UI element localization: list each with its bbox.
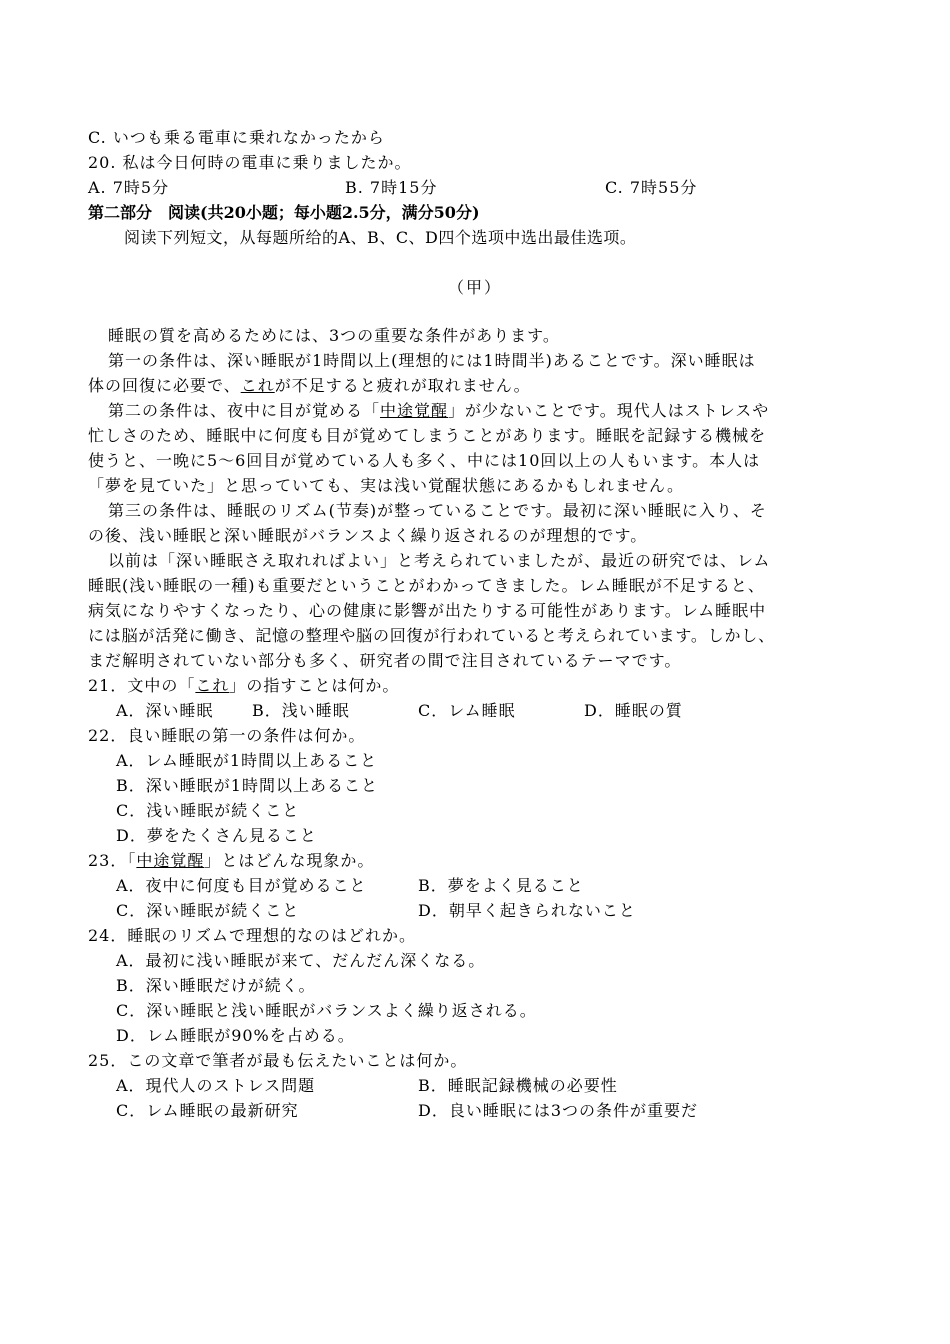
section-title: 第二部分 阅读(共20小题；每小题2.5分，满分50分) [88,203,480,222]
q22-option-b: B．深い睡眠が1時間以上あること [116,776,378,795]
passage-label: （甲） [447,278,502,297]
q22-option-d: D．夢をたくさん見ること [116,826,317,845]
prev-question-option-c: C. いつも乗る電車に乗れなかったから [88,128,385,147]
underlined-chuto-kakusei: 中途覚醒 [380,401,449,420]
q23-option-c: C．深い睡眠が続くこと [116,901,300,920]
q24-option-b: B．深い睡眠だけが続く。 [116,976,316,995]
q24-option-c: C．深い睡眠と浅い睡眠がバランスよく繰り返される。 [116,1001,537,1020]
q23-option-a: A．夜中に何度も目が覚めること [116,876,367,895]
q20-option-a: A. 7時5分 [88,178,170,197]
q20-question: 20. 私は今日何時の電車に乗りましたか。 [88,153,412,172]
q25-option-b: B．睡眠記録機械の必要性 [418,1076,618,1095]
passage-line-10: 以前は「深い睡眠さえ取れればよい」と考えられていましたが、最近の研究では、レム [108,551,771,570]
q25-option-d: D．良い睡眠には3つの条件が重要だ [418,1101,699,1120]
passage-line-3 [88,374,531,398]
passage-line-2: 第一の条件は、深い睡眠が1時間以上(理想的には1時間半)あることです。深い睡眠は [108,351,756,370]
q20-option-c: C. 7時55分 [605,178,698,197]
passage-line-12: 病気になりやすくなったり、心の健康に影響が出たりする可能性があります。レム睡眠中 [88,601,767,620]
passage-line-4-after: 」が少ないことです。現代人はストレスや [448,401,770,420]
q21-underlined: これ [195,676,230,695]
q23-option-b: B．夢をよく見ること [418,876,584,895]
passage-line-6: 使うと、一晩に5～6回目が覚めている人も多く、中には10回以上の人もいます。本人は [88,451,761,470]
underlined-kore: これ [240,376,275,395]
q22-option-a: A．レム睡眠が1時間以上あること [116,751,378,770]
passage-line-13: には脳が活発に働き、記憶の整理や脳の回復が行われていると考えられています。しかし、 [88,626,775,645]
q21-option-c: C．レム睡眠 [418,701,516,720]
passage-line-4 [108,399,769,423]
q23-before: 23．「 [88,851,137,870]
q21-option-a: A．深い睡眠 [116,701,214,720]
q25-option-c: C．レム睡眠の最新研究 [116,1101,299,1120]
q21-before: 21．文中の「 [88,676,196,695]
q24-option-a: A．最初に浅い睡眠が来て、だんだん深くなる。 [116,951,486,970]
q23-after: 」とはどんな現象か。 [204,851,375,870]
q20-option-b: B. 7時15分 [345,178,438,197]
q23-option-d: D．朝早く起きられないこと [418,901,636,920]
q23-underlined: 中途覚醒 [136,851,205,870]
passage-line-3-before: 体の回復に必要で、 [88,376,241,395]
q22-question: 22．良い睡眠の第一の条件は何か。 [88,726,366,745]
passage-line-7: 「夢を見ていた」と思っていても、実は浅い覚醒状態にあるかもしれません。 [88,476,684,495]
passage-line-1: 睡眠の質を高めるためには、3つの重要な条件があります。 [108,326,560,345]
q25-option-a: A．現代人のストレス問題 [116,1076,316,1095]
q21-option-d: D．睡眠の質 [584,701,683,720]
q25-question: 25．この文章で筆者が最も伝えたいことは何か。 [88,1051,468,1070]
q24-question: 24．睡眠のリズムで理想的なのはどれか。 [88,926,417,945]
passage-line-8: 第三の条件は、睡眠のリズム(节奏)が整っていることです。最初に深い睡眠に入り、そ [108,501,767,520]
q21-question [88,674,399,698]
q21-option-b: B．浅い睡眠 [252,701,350,720]
passage-line-9: の後、浅い睡眠と深い睡眠がバランスよく繰り返されるのが理想的です。 [88,526,648,545]
section-instruction: 阅读下列短文，从每题所给的A、B、C、D四个选项中选出最佳选项。 [124,228,637,247]
q22-option-c: C．浅い睡眠が続くこと [116,801,300,820]
passage-line-4-before: 第二の条件は、夜中に目が覚める「 [108,401,381,420]
q21-after: 」の指すことは何か。 [229,676,400,695]
passage-line-5: 忙しさのため、睡眠中に何度も目が覚めてしまうことがあります。睡眠を記録する機械を [88,426,767,445]
q23-question [88,849,374,873]
q24-option-d: D．レム睡眠が90%を占める。 [116,1026,355,1045]
passage-line-11: 睡眠(浅い睡眠の一種)も重要だということがわかってきました。レム睡眠が不足すると、 [88,576,765,595]
passage-line-14: まだ解明されていない部分も多く、研究者の間で注目されているテーマです。 [88,651,682,670]
passage-line-3-after: が不足すると疲れが取れません。 [274,376,531,395]
